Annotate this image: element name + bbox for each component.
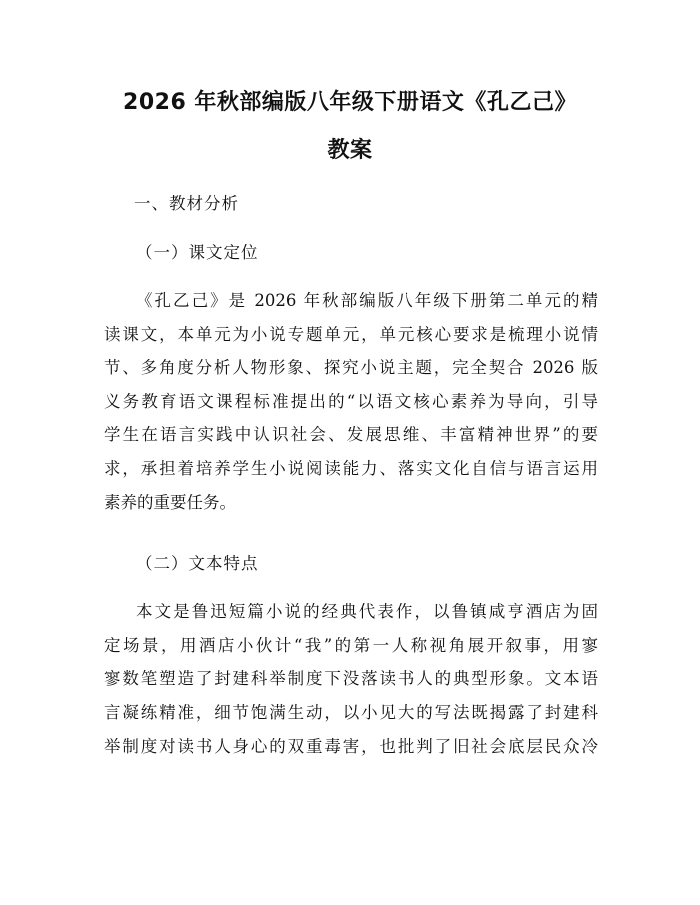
document-title-line-1: 2026 年秋部编版八年级下册语文《孔乙己》 <box>123 90 577 115</box>
paragraph-line: 举制度对读书人身心的双重毒害，也批判了旧社会底层民众冷 <box>104 737 598 756</box>
subsection-heading-text-features: （二）文本特点 <box>136 554 259 573</box>
subsection-heading-text-positioning: （一）课文定位 <box>136 243 259 262</box>
paragraph-line: 定场景，用酒店小伙计“我”的第一人称视角展开叙事，用寥 <box>104 636 598 655</box>
paragraph-line: 学生在语言实践中认识社会、发展思维、丰富精神世界”的要 <box>104 425 598 444</box>
paragraph-line: 寥数笔塑造了封建科举制度下没落读书人的典型形象。文本语 <box>104 669 598 688</box>
document-title-line-2: 教案 <box>327 138 373 163</box>
paragraph-line: 求，承担着培养学生小说阅读能力、落实文化自信与语言运用 <box>104 459 598 478</box>
paragraph-line: 读课文，本单元为小说专题单元，单元核心要求是梳理小说情 <box>104 325 598 344</box>
paragraph-line: 本文是鲁迅短篇小说的经典代表作，以鲁镇咸亨酒店为固 <box>136 602 598 621</box>
paragraph-line: 《孔乙己》是 2026 年秋部编版八年级下册第二单元的精 <box>136 291 598 310</box>
paragraph-line: 义务教育语文课程标准提出的“以语文核心素养为导向，引导 <box>104 392 598 411</box>
paragraph-line: 素养的重要任务。 <box>104 493 236 512</box>
paragraph-line: 节、多角度分析人物形象、探究小说主题，完全契合 2026 版 <box>104 358 598 377</box>
section-heading-teaching-material-analysis: 一、教材分析 <box>134 194 239 213</box>
paragraph-line: 言凝练精准，细节饱满生动，以小见大的写法既揭露了封建科 <box>104 703 598 722</box>
